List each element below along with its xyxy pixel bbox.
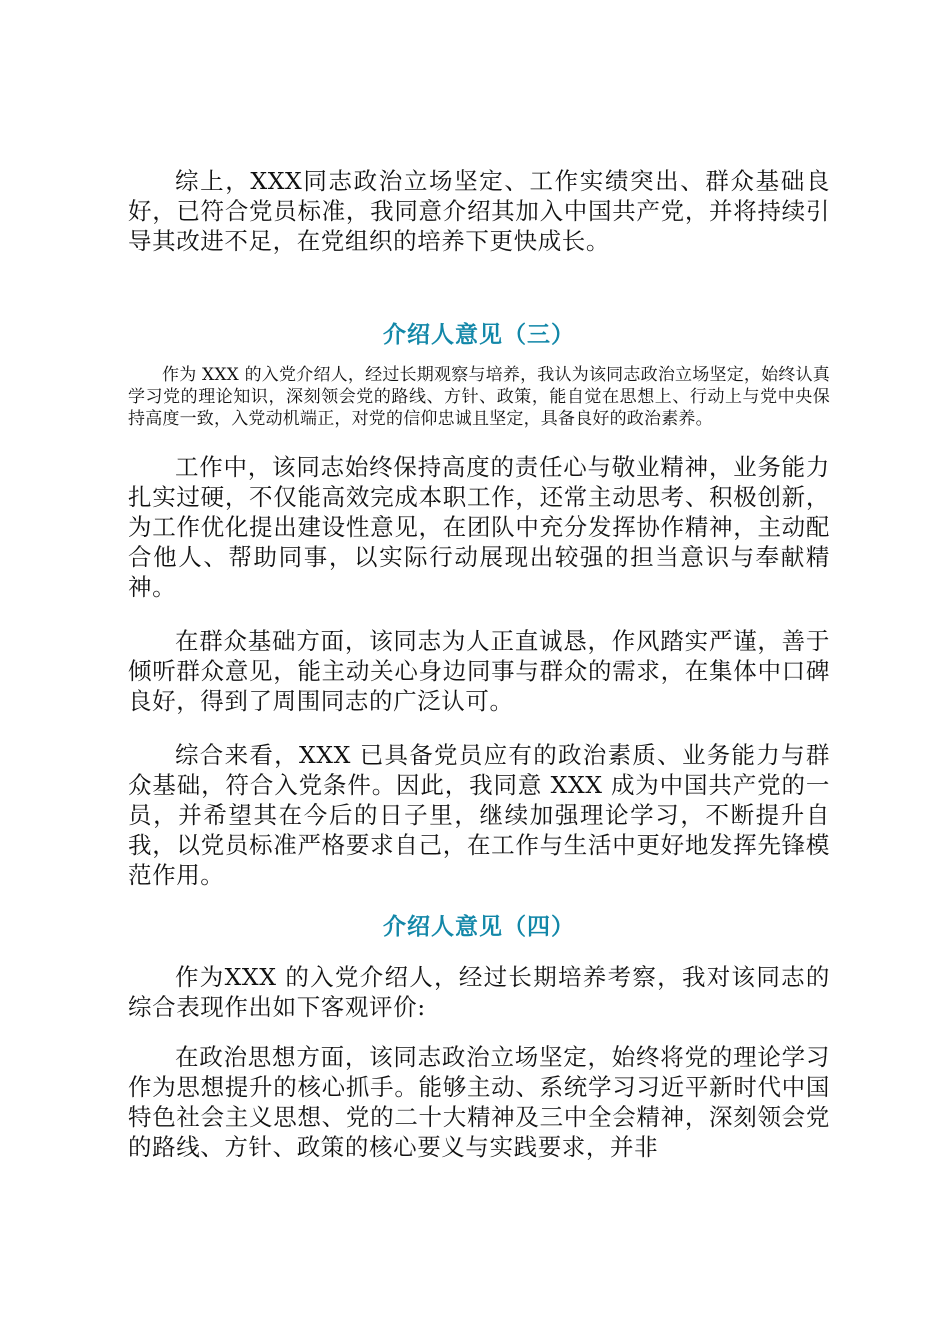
document-body <box>128 166 830 1162</box>
paragraph-conclusion: 综上，XXX同志政治立场坚定、工作实绩突出、群众基础良好，已符合党员标准，我同意介绍其加入中国共产党，并将持续引导其改进不足，在党组织的培养下更快成长。 <box>128 167 830 255</box>
spacer <box>128 430 830 452</box>
spacer <box>128 1022 830 1042</box>
paragraph-political-stance: 作为 XXX 的入党介绍人，经过长期观察与培养，我认为该同志政治立场坚定，始终认真学习党的理论知识，深刻领会党的路线、方针、政策，能自觉在思想上、行动上与党中央保持高度一致，入党动机端正，对党的信仰忠诚且坚定，具备良好的政治素养。 <box>128 365 830 429</box>
section-heading-3: 介绍人意见（三） <box>383 322 575 348</box>
paragraph-mass-base: 在群众基础方面，该同志为人正直诚恳，作风踏实严谨，善于倾听群众意见，能主动关心身边同事与群众的需求，在集体中口碑良好，得到了周围同志的广泛认可。 <box>128 627 830 715</box>
paragraph-political-thought: 在政治思想方面，该同志政治立场坚定，始终将党的理论学习作为思想提升的核心抓手。能够主动、系统学习习近平新时代中国特色社会主义思想、党的二十大精神及三中全会精神，深刻领会党的路线、方针、政策的核心要义与实践要求，并非 <box>128 1043 830 1161</box>
paragraph-summary: 综合来看，XXX 已具备党员应有的政治素质、业务能力与群众基础，符合入党条件。因此，我同意 XXX 成为中国共产党的一员，并希望其在今后的日子里，继续加强理论学习，不断提升自我，以党员标准严格要求自己，在工作与生活中更好地发挥先锋模范作用。 <box>128 741 830 889</box>
section-heading-4: 介绍人意见（四） <box>383 914 575 940</box>
spacer <box>128 942 830 962</box>
paragraph-work-performance: 工作中，该同志始终保持高度的责任心与敬业精神，业务能力扎实过硬，不仅能高效完成本职工作，还常主动思考、积极创新，为工作优化提出建设性意见，在团队中充分发挥协作精神，主动配合他人、帮助同事，以实际行动展现出较强的担当意识与奉献精神。 <box>128 453 830 601</box>
spacer <box>128 350 830 364</box>
spacer <box>128 890 830 912</box>
spacer <box>128 716 830 740</box>
spacer <box>128 256 830 320</box>
paragraph-intro-evaluation: 作为XXX 的入党介绍人，经过长期培养考察，我对该同志的综合表现作出如下客观评价: <box>128 963 830 1021</box>
spacer <box>128 602 830 626</box>
